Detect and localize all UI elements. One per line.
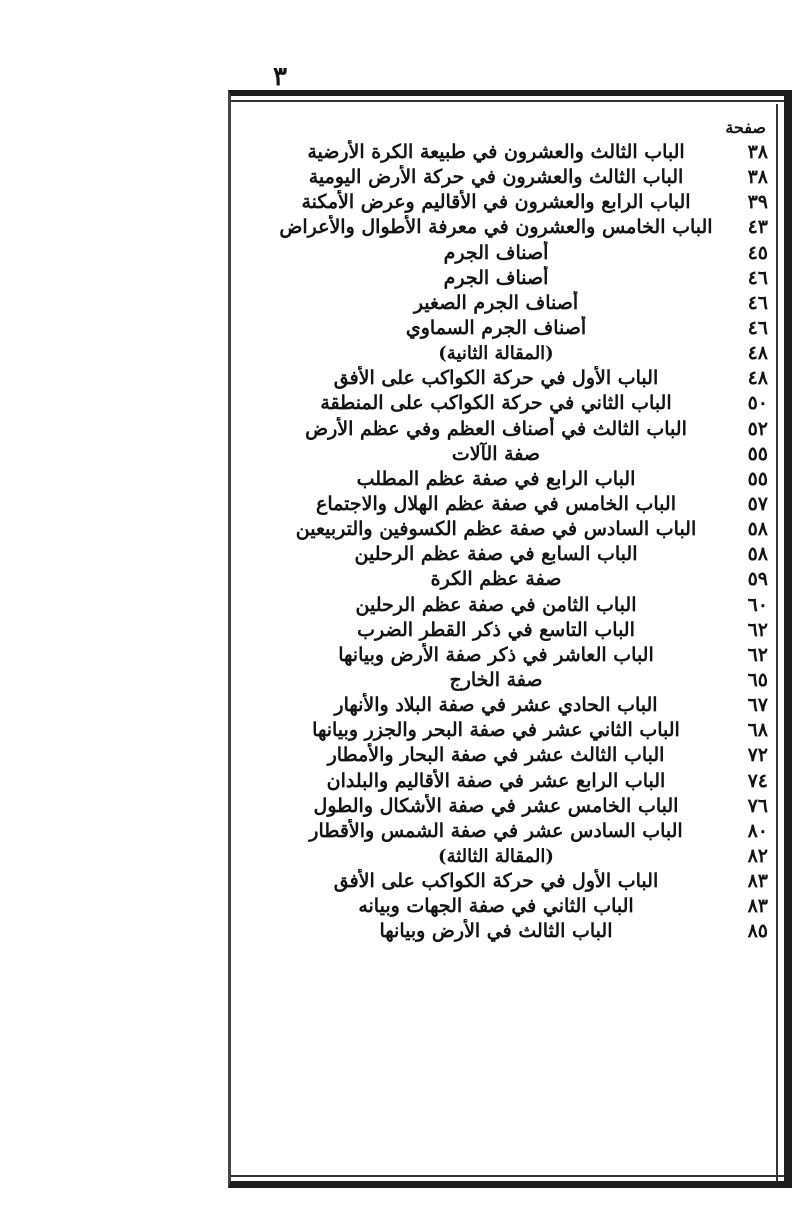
toc-page-number: ٤٣ [747,216,768,239]
toc-row [240,693,768,718]
toc-row [240,391,768,416]
toc-page-number: ٨٣ [747,870,768,893]
toc-entry-title: أصناف الجرم السماوي [405,316,587,339]
toc-row [240,542,768,567]
toc-entry-title: (المقالة الثالثة) [438,845,554,867]
toc-row [240,492,768,517]
toc-entry-title: الباب الحادي عشر في صفة البلاد والأنهار [334,694,658,717]
toc-page-number: ٦٢ [747,643,768,666]
toc-page-number: ٤٦ [747,291,768,314]
frame-bottom-rule [231,1175,784,1177]
toc-page-number: ٦٨ [747,719,768,742]
toc-entry-title: الباب الرابع والعشرون في الأقاليم وعرض الأمكنة [301,191,691,214]
toc-page-number: ٤٥ [747,241,768,264]
toc-page-number: ٨٢ [747,844,768,867]
toc-row [240,894,768,919]
toc-entry-title: الباب السابع في صفة عظم الرحلين [354,543,638,566]
toc-row [240,417,768,442]
toc-page-number: ٦٢ [747,618,768,641]
table-of-contents [240,140,768,945]
toc-entry-title: الباب الثالث عشر في صفة البحار والأمطار [327,744,665,767]
toc-entry-title: الباب الثاني عشر في صفة البحر والجزر وبيانها [312,719,680,742]
toc-row [240,341,768,366]
toc-entry-title: الباب الثالث والعشرون في طبيعة الكرة الأرضية [307,141,685,163]
toc-row [240,743,768,768]
toc-row [240,366,768,391]
toc-row [240,593,768,618]
toc-entry-title: الباب الثاني في حركة الكواكب على المنطقة [320,392,672,415]
toc-entry-title: الباب الخامس والعشرون في معرفة الأطوال والأعراض [279,216,713,239]
toc-entry-title: الباب العاشر في ذكر صفة الأرض وبيانها [338,643,654,666]
toc-page-number: ٧٦ [747,794,768,817]
toc-entry-title: الباب الثامن في صفة عظم الرحلين [355,593,637,616]
page-column-heading: صفحة [725,118,766,137]
toc-row [240,165,768,190]
toc-page-number: ٤٦ [747,316,768,339]
toc-row [240,266,768,291]
toc-page-number: ٧٢ [747,744,768,767]
toc-row [240,844,768,869]
toc-row [240,467,768,492]
toc-page-number: ٦٧ [747,694,768,717]
toc-page-number: ٥٧ [747,492,768,515]
toc-page-number: ٤٨ [747,342,768,365]
toc-page-number: ٥٢ [747,417,768,440]
toc-entry-title: الباب الرابع عشر في صفة الأقاليم والبلدان [326,769,666,792]
frame-right-rule [776,104,778,1181]
toc-row [240,618,768,643]
toc-row [240,819,768,844]
toc-row [240,869,768,894]
toc-page-number: ٧٤ [747,769,768,792]
toc-page-number: ٥٥ [747,467,768,490]
toc-entry-title: الباب الثالث في الأرض وبيانها [379,920,613,943]
toc-row [240,668,768,693]
toc-page-number: ٦٠ [747,593,768,616]
toc-row [240,718,768,743]
toc-page-number: ٥٨ [747,518,768,541]
toc-row [240,442,768,467]
toc-row [240,215,768,240]
toc-entry-title: صفة الآلات [451,442,541,465]
toc-row [240,919,768,944]
toc-page-number: ٦٥ [747,668,768,691]
toc-entry-title: الباب الثالث والعشرون في حركة الأرض اليومية [308,166,684,189]
toc-row [240,291,768,316]
page-number: ٣ [273,62,287,92]
toc-page-number: ٨٥ [747,920,768,943]
toc-entry-title: صفة الخارج [449,668,543,691]
toc-page-number: ٥٨ [747,543,768,566]
toc-entry-title: الباب الرابع في صفة عظم المطلب [356,467,636,490]
toc-entry-title: الباب التاسع في ذكر القطر الضرب [357,618,635,641]
toc-row [240,769,768,794]
toc-page-number: ٥٥ [747,442,768,465]
toc-row [240,643,768,668]
toc-entry-title: أصناف الجرم [443,241,549,264]
toc-entry-title: الباب السادس عشر في صفة الشمس والأقطار [309,819,683,842]
frame-top-rule [231,100,784,102]
toc-row [240,190,768,215]
toc-entry-title: (المقالة الثانية) [438,343,554,365]
toc-page-number: ٨٣ [747,895,768,918]
toc-row [240,567,768,592]
toc-entry-title: الباب الخامس في صفة عظم الهلال والاجتماع [316,492,676,515]
toc-entry-title: الباب السادس في صفة عظم الكسوفين والتربيعين [295,518,697,541]
toc-entry-title: صفة عظم الكرة [430,568,562,591]
toc-entry-title: الباب الأول في حركة الكواكب على الأفق [333,870,659,893]
toc-entry-title: الباب الخامس عشر في صفة الأشكال والطول [313,794,679,817]
toc-page-number: ٨٠ [747,819,768,842]
toc-page-number: ٣٩ [747,191,768,214]
toc-page-number: ٥٠ [747,392,768,415]
toc-page-number: ٤٦ [747,266,768,289]
toc-page-number: ٣٨ [747,166,768,189]
toc-row [240,316,768,341]
toc-row [240,140,768,165]
toc-entry-title: الباب الثالث في أصناف العظم وفي عظم الأرض [305,417,687,440]
toc-page-number: ٤٨ [747,367,768,390]
toc-entry-title: الباب الأول في حركة الكواكب على الأفق [333,367,659,390]
toc-entry-title: أصناف الجرم الصغير [413,291,579,314]
toc-row [240,517,768,542]
toc-page-number: ٣٨ [747,141,768,163]
toc-row [240,794,768,819]
toc-page-number: ٥٩ [747,568,768,591]
toc-entry-title: أصناف الجرم [443,266,549,289]
toc-row [240,241,768,266]
toc-entry-title: الباب الثاني في صفة الجهات وبيانه [358,895,634,918]
